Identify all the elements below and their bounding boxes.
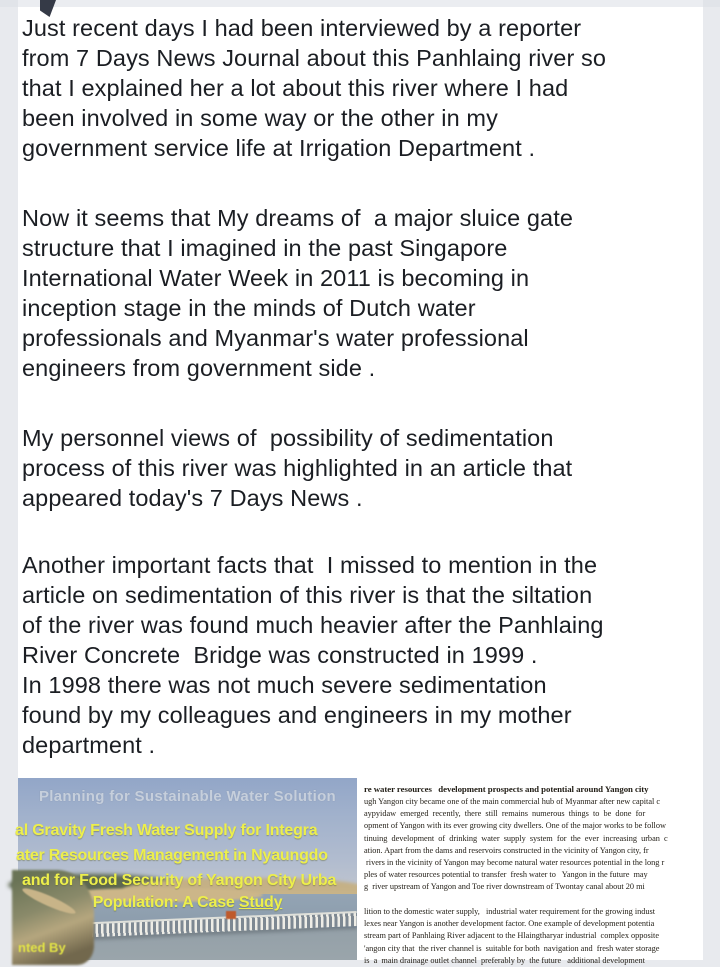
text-line: government service life at Irrigation Department . bbox=[22, 135, 536, 161]
case-study-underlined: Study bbox=[238, 894, 283, 911]
attachment-image[interactable] bbox=[15, 778, 703, 965]
text-line: inception stage in the minds of Dutch water bbox=[22, 295, 476, 321]
presented-by-label: nted By bbox=[18, 940, 66, 955]
text-line: International Water Week in 2011 is becoming in bbox=[22, 265, 530, 291]
slide-title: Planning for Sustainable Water Solution bbox=[39, 788, 336, 805]
text-line: rivers in the vicinity of Yangon may become natural water resources potential in the long r bbox=[364, 858, 665, 868]
text-line: is a main drainage outlet channel preferably by the future additional development bbox=[364, 955, 645, 965]
text-line: Just recent days I had been interviewed by a reporter bbox=[22, 15, 582, 41]
slide-subtitle-line: and for Food Security of Yangon City Urba bbox=[22, 872, 337, 889]
paragraph bbox=[22, 423, 670, 513]
text-line: structure that I imagined in the past Singapore bbox=[22, 235, 508, 261]
text-line: department . bbox=[22, 732, 156, 758]
text-line: My personnel views of possibility of sedimentation bbox=[22, 425, 554, 451]
text-line: found by my colleagues and engineers in my mother bbox=[22, 702, 572, 728]
slide-subtitle-line: ater Resources Management in Nyaungdo bbox=[16, 847, 328, 864]
text-line: tinuing development of drinking water supply system for the ever increasing urban c bbox=[364, 833, 668, 843]
text-line: lexes near Yangon is another development factor. One example of development potentia bbox=[364, 919, 655, 929]
text-line: from 7 Days News Journal about this Panhlaing river so bbox=[22, 45, 607, 71]
document-paragraph bbox=[364, 906, 703, 967]
text-line: ugh Yangon city became one of the main commercial hub of Myanmar after new capital c bbox=[364, 797, 660, 806]
text-line: been involved in some way or the other in my bbox=[22, 105, 498, 131]
slide-subtitle-line: al Gravity Fresh Water Supply for Integra bbox=[15, 822, 318, 839]
document-heading: re water resources development prospects and potential around Yangon city bbox=[364, 784, 649, 794]
text-line: Now it seems that My dreams of a major sluice gate bbox=[22, 205, 574, 231]
orange-gantry-crane bbox=[226, 911, 236, 919]
text-line: appeared today's 7 Days News . bbox=[22, 485, 363, 511]
text-line: In 1998 there was not much severe sedimentation bbox=[22, 672, 547, 698]
document-page bbox=[357, 778, 703, 965]
text-line: 'angon city that the river channel is suitable for both navigation and fresh water storage bbox=[364, 943, 660, 953]
text-line: lition to the domestic water supply, industrial water requirement for the growing indust bbox=[364, 907, 655, 916]
text-line: River Concrete Bridge was constructed in 1999 . bbox=[22, 642, 538, 668]
text-line: Another important facts that I missed to mention in the bbox=[22, 552, 598, 578]
case-study-line bbox=[18, 894, 357, 912]
top-crop-band bbox=[0, 0, 720, 7]
slide-image bbox=[15, 778, 357, 960]
paragraph bbox=[22, 13, 670, 163]
text-line: of the river was found much heavier after the Panhlaing bbox=[22, 612, 604, 638]
text-line: aypyidaw emerged recently, there still remains numerous things to be done for bbox=[364, 809, 646, 819]
case-study-prefix: Population: A Case bbox=[92, 894, 239, 911]
text-line: professionals and Myanmar's water professional bbox=[22, 325, 529, 351]
text-line: article on sedimentation of this river is that the siltation bbox=[22, 582, 593, 608]
paragraph bbox=[22, 550, 670, 760]
text-line: ation. Apart from the dams and reservoirs constructed in the vicinity of Yangon city, fr bbox=[364, 845, 649, 855]
text-line: opment of Yangon with its ever growing city dwellers. One of the major works to be follow bbox=[364, 821, 666, 831]
text-line: engineers from government side . bbox=[22, 355, 376, 381]
document-paragraph bbox=[364, 796, 703, 894]
text-line: g river upstream of Yangon and Toe river downstream of Twontay canal about 20 mi bbox=[364, 882, 645, 892]
text-line: ples of water resources potential to transfer fresh water to Yangon in the future may bbox=[364, 870, 648, 880]
text-line: that I explained her a lot about this river where I had bbox=[22, 75, 569, 101]
text-line: process of this river was highlighted in an article that bbox=[22, 455, 573, 481]
paragraph bbox=[22, 203, 670, 383]
text-line: stream part of Panhlaing River adjacent to the Hlaingtharyar industrial complex opposite bbox=[364, 931, 659, 941]
